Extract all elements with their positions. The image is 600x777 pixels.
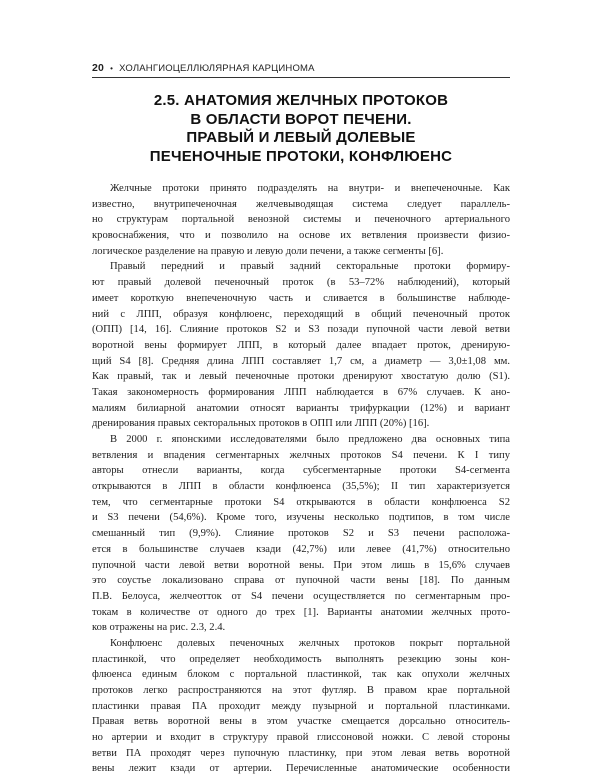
section-heading-line: 2.5. АНАТОМИЯ ЖЕЛЧНЫХ ПРОТОКОВ — [153, 92, 449, 109]
text-line: но артерии и входит в структуру правой глиссоновой ножки. С левой стороны — [92, 732, 510, 744]
section-heading-line: ПРАВЫЙ И ЛЕВЫЙ ДОЛЕВЫЕ — [186, 129, 416, 146]
text-line: пластинкой, что определяет необходимость выполнять резекцию зоны кон- — [92, 653, 510, 665]
text-line: это соустье локализовано справа от пупочной части вены [18]. По данным — [92, 575, 510, 587]
text-line: ветвления и впадения сегментарных желчных протоков S4 печени. К I типу — [92, 449, 510, 461]
text-line: логическое разделение на правую и левую доли печени, а также сегменты [6]. — [92, 245, 444, 257]
text-line: но структурам портальной венозной системы и печеночного артериального — [92, 214, 510, 226]
text-line: известно, внутрипеченочная желчевыводящая система следует параллель- — [92, 198, 510, 210]
text-line: авторы отнесли варианты, когда субсегментарные протоки S4-сегмента — [92, 465, 510, 477]
text-line: токам в количестве от одного до трех [1]. Варианты анатомии желчных прото- — [92, 606, 510, 618]
text-line: флюенса единым блоком с портальной пластинкой, так как опухоли желчных — [92, 669, 510, 681]
text-line: пластинки правая ПА проходит между пузырной и портальной пластинками. — [92, 700, 510, 712]
text-line: вены лежит кзади от артерии. Перечисленные анатомические особенности — [92, 763, 510, 775]
text-line: протоков легко распространяются на этот футляр. В правом крае портальной — [92, 685, 510, 696]
text-line: Такая закономерность формирования ЛПП наблюдается в 67% случаев. К ано- — [92, 386, 510, 398]
section-heading — [92, 92, 510, 166]
text-line: ков отражены на рис. 2.3, 2.4. — [92, 622, 226, 634]
text-line: щий S4 [8]. Средняя длина ЛПП составляет 1,7 см, а диаметр — 3,0±1,08 мм. — [92, 355, 510, 367]
text-line: малиям билиарной анатомии относят варианты трифуркации (12%) и вариант — [92, 402, 510, 414]
text-line: кровоснабжения, что и позволило на основе их ветвления произвести физио- — [92, 230, 510, 242]
text-line: дренирования правых секторальных протоков в ОПП или ЛПП (20%) [16]. — [92, 418, 430, 430]
text-line: открываются в ЛПП в области конфлюенса (35,5%); II тип характеризуется — [92, 481, 510, 493]
section-heading-line: В ОБЛАСТИ ВОРОТ ПЕЧЕНИ. — [190, 110, 412, 128]
text-line: Конфлюенс долевых печеночных желчных протоков покрыт портальной — [110, 637, 510, 649]
text-line: ют правый долевой печеночный проток (в 53–72% наблюдений), который — [92, 277, 510, 289]
text-line: Как правый, так и левый печеночные протоки дренируют хвостатую долю (S1). — [92, 371, 510, 383]
bullet-separator: • — [110, 63, 114, 73]
text-line: Правый передний и правый задний секторальные протоки формиру- — [110, 261, 510, 273]
text-line: ется в большинстве случаев кзади (42,7%) или левее (41,7%) относительно — [92, 543, 510, 555]
section-heading-line: ПЕЧЕНОЧНЫЕ ПРОТОКИ, КОНФЛЮЕНС — [149, 147, 453, 165]
text-line: имеет короткую внепеченочную часть и сливается в большинстве наблюде- — [92, 292, 510, 304]
text-line: Правая ветвь воротной вены в этом участке смещается дорсально относитель- — [92, 716, 510, 728]
text-line: П.В. Белоуса, желчеотток от S4 печени осуществляется по сегментарным про- — [92, 590, 510, 602]
text-line: смешанный тип (9,9%). Слияние протоков S2 и S3 печени расположа- — [92, 528, 510, 540]
text-line: (ОПП) [14, 16]. Слияние протоков S2 и S3 позади пупочной части левой ветви — [92, 324, 510, 336]
text-line: ветви ПА проходят через пупочную пластинку, при этом левая ветвь воротной — [92, 747, 510, 759]
text-line: Желчные протоки принято подразделять на внутри- и внепеченочные. Как — [110, 183, 510, 194]
body-text — [92, 181, 510, 777]
page-number: 20 — [92, 62, 105, 74]
text-line: ний с ЛПП, образуя конфлюенс, переходящий в общий печеночный проток — [92, 308, 510, 320]
running-head — [92, 62, 315, 74]
text-line: пупочной части левой ветви воротной вены. При этом лишь в 15,6% случаев — [92, 559, 510, 571]
text-line: В 2000 г. японскими исследователями было предложено два основных типа — [110, 434, 510, 445]
running-head-title: ХОЛАНГИОЦЕЛЛЮЛЯРНАЯ КАРЦИНОМА — [119, 62, 315, 74]
text-line: воротной вены формирует ЛПП, в который далее впадает проток, дренирую- — [92, 339, 510, 351]
header-rule — [92, 77, 510, 78]
text-line: и S3 печени (54,6%). Кроме того, изучены несколько подтипов, в том числе — [92, 512, 510, 524]
text-line: тем, что сегментарные протоки S4 открываются в области конфлюенса S2 — [92, 496, 510, 508]
